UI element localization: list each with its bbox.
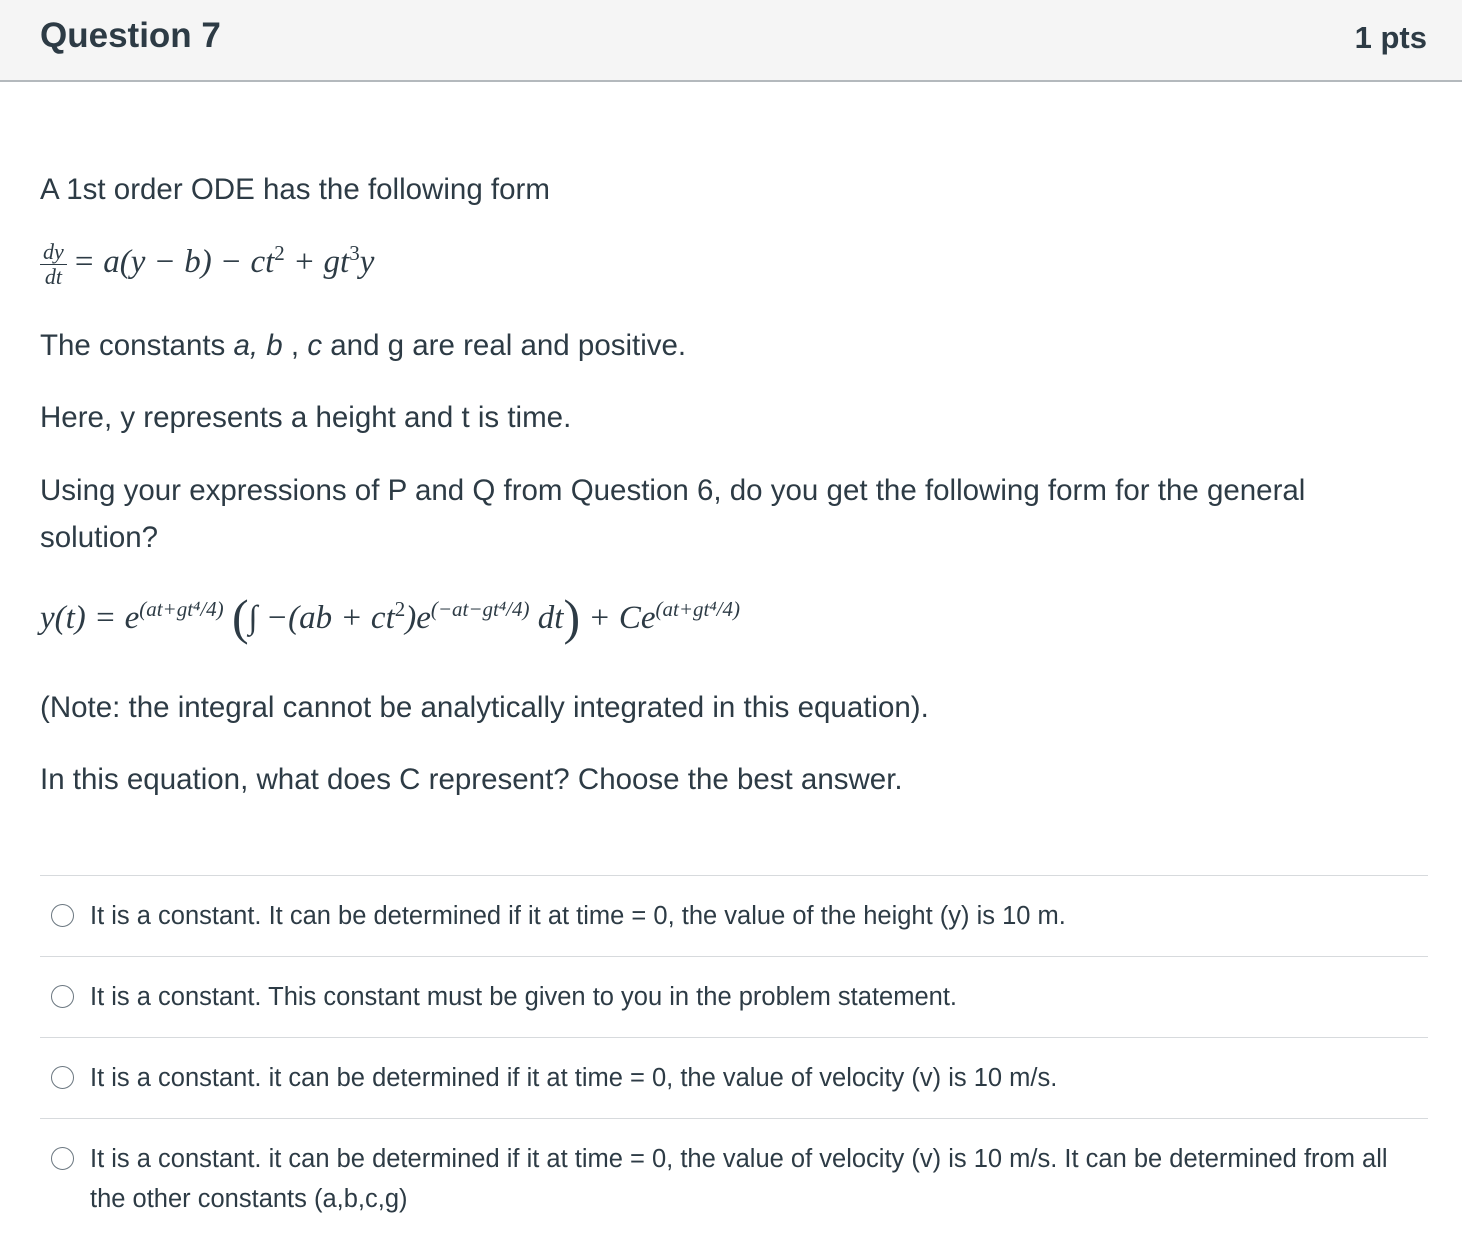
question-text: In this equation, what does C represent? Choose the best answer. xyxy=(40,763,903,796)
intro-text: A 1st order ODE has the following form xyxy=(40,173,550,206)
answer-option[interactable] xyxy=(40,1037,1428,1118)
radio-button[interactable] xyxy=(51,904,74,927)
derivative-fraction: $\frac{dy}{dt}$ xyxy=(40,240,67,289)
answer-label[interactable]: It is a constant. it can be determined if it at time = 0, the value of velocity (v) is 10 m/s. xyxy=(90,1064,1058,1092)
answer-label[interactable]: It is a constant. It can be determined if it at time = 0, the value of the height (y) is 10 m. xyxy=(90,902,1066,930)
radio-button[interactable] xyxy=(51,1147,74,1170)
answer-label[interactable]: It is a constant. it can be determined if it at time = 0, the value of velocity (v) is 10 m/s. It can be determined from all the other constants (a,b,c,g) xyxy=(90,1145,1388,1213)
answer-label[interactable]: It is a constant. This constant must be given to you in the problem statement. xyxy=(90,983,957,1011)
ode-equation: $\frac{dy}{dt}$ = $a(y - b) - ct^2 + gt^3y$ xyxy=(40,240,374,289)
question-points: 1 pts xyxy=(1354,20,1427,55)
here-text: Here, y represents a height and t is time. xyxy=(40,401,572,434)
radio-button[interactable] xyxy=(51,1066,74,1089)
answer-list xyxy=(40,875,1428,1239)
question-title: Question 7 xyxy=(40,16,221,55)
radio-button[interactable] xyxy=(51,985,74,1008)
using-text: Using your expressions of P and Q from Question 6, do you get the following form for the general solution? xyxy=(40,474,1306,554)
constants-text: The constants a, b , c and g are real and positive. xyxy=(40,329,687,362)
general-solution-equation: $y(t) = e^{(at+gt^4/4)}$ (∫ $-(ab + ct^2)e^{(-at-gt^4/4)}$ $dt) + Ce^{(at+gt^4/4)}$ xyxy=(40,589,740,645)
note-text: (Note: the integral cannot be analytically integrated in this equation). xyxy=(40,691,929,724)
question-header xyxy=(0,0,1462,82)
answer-option[interactable] xyxy=(40,875,1428,956)
answer-option[interactable] xyxy=(40,1118,1428,1239)
answer-option[interactable] xyxy=(40,956,1428,1037)
